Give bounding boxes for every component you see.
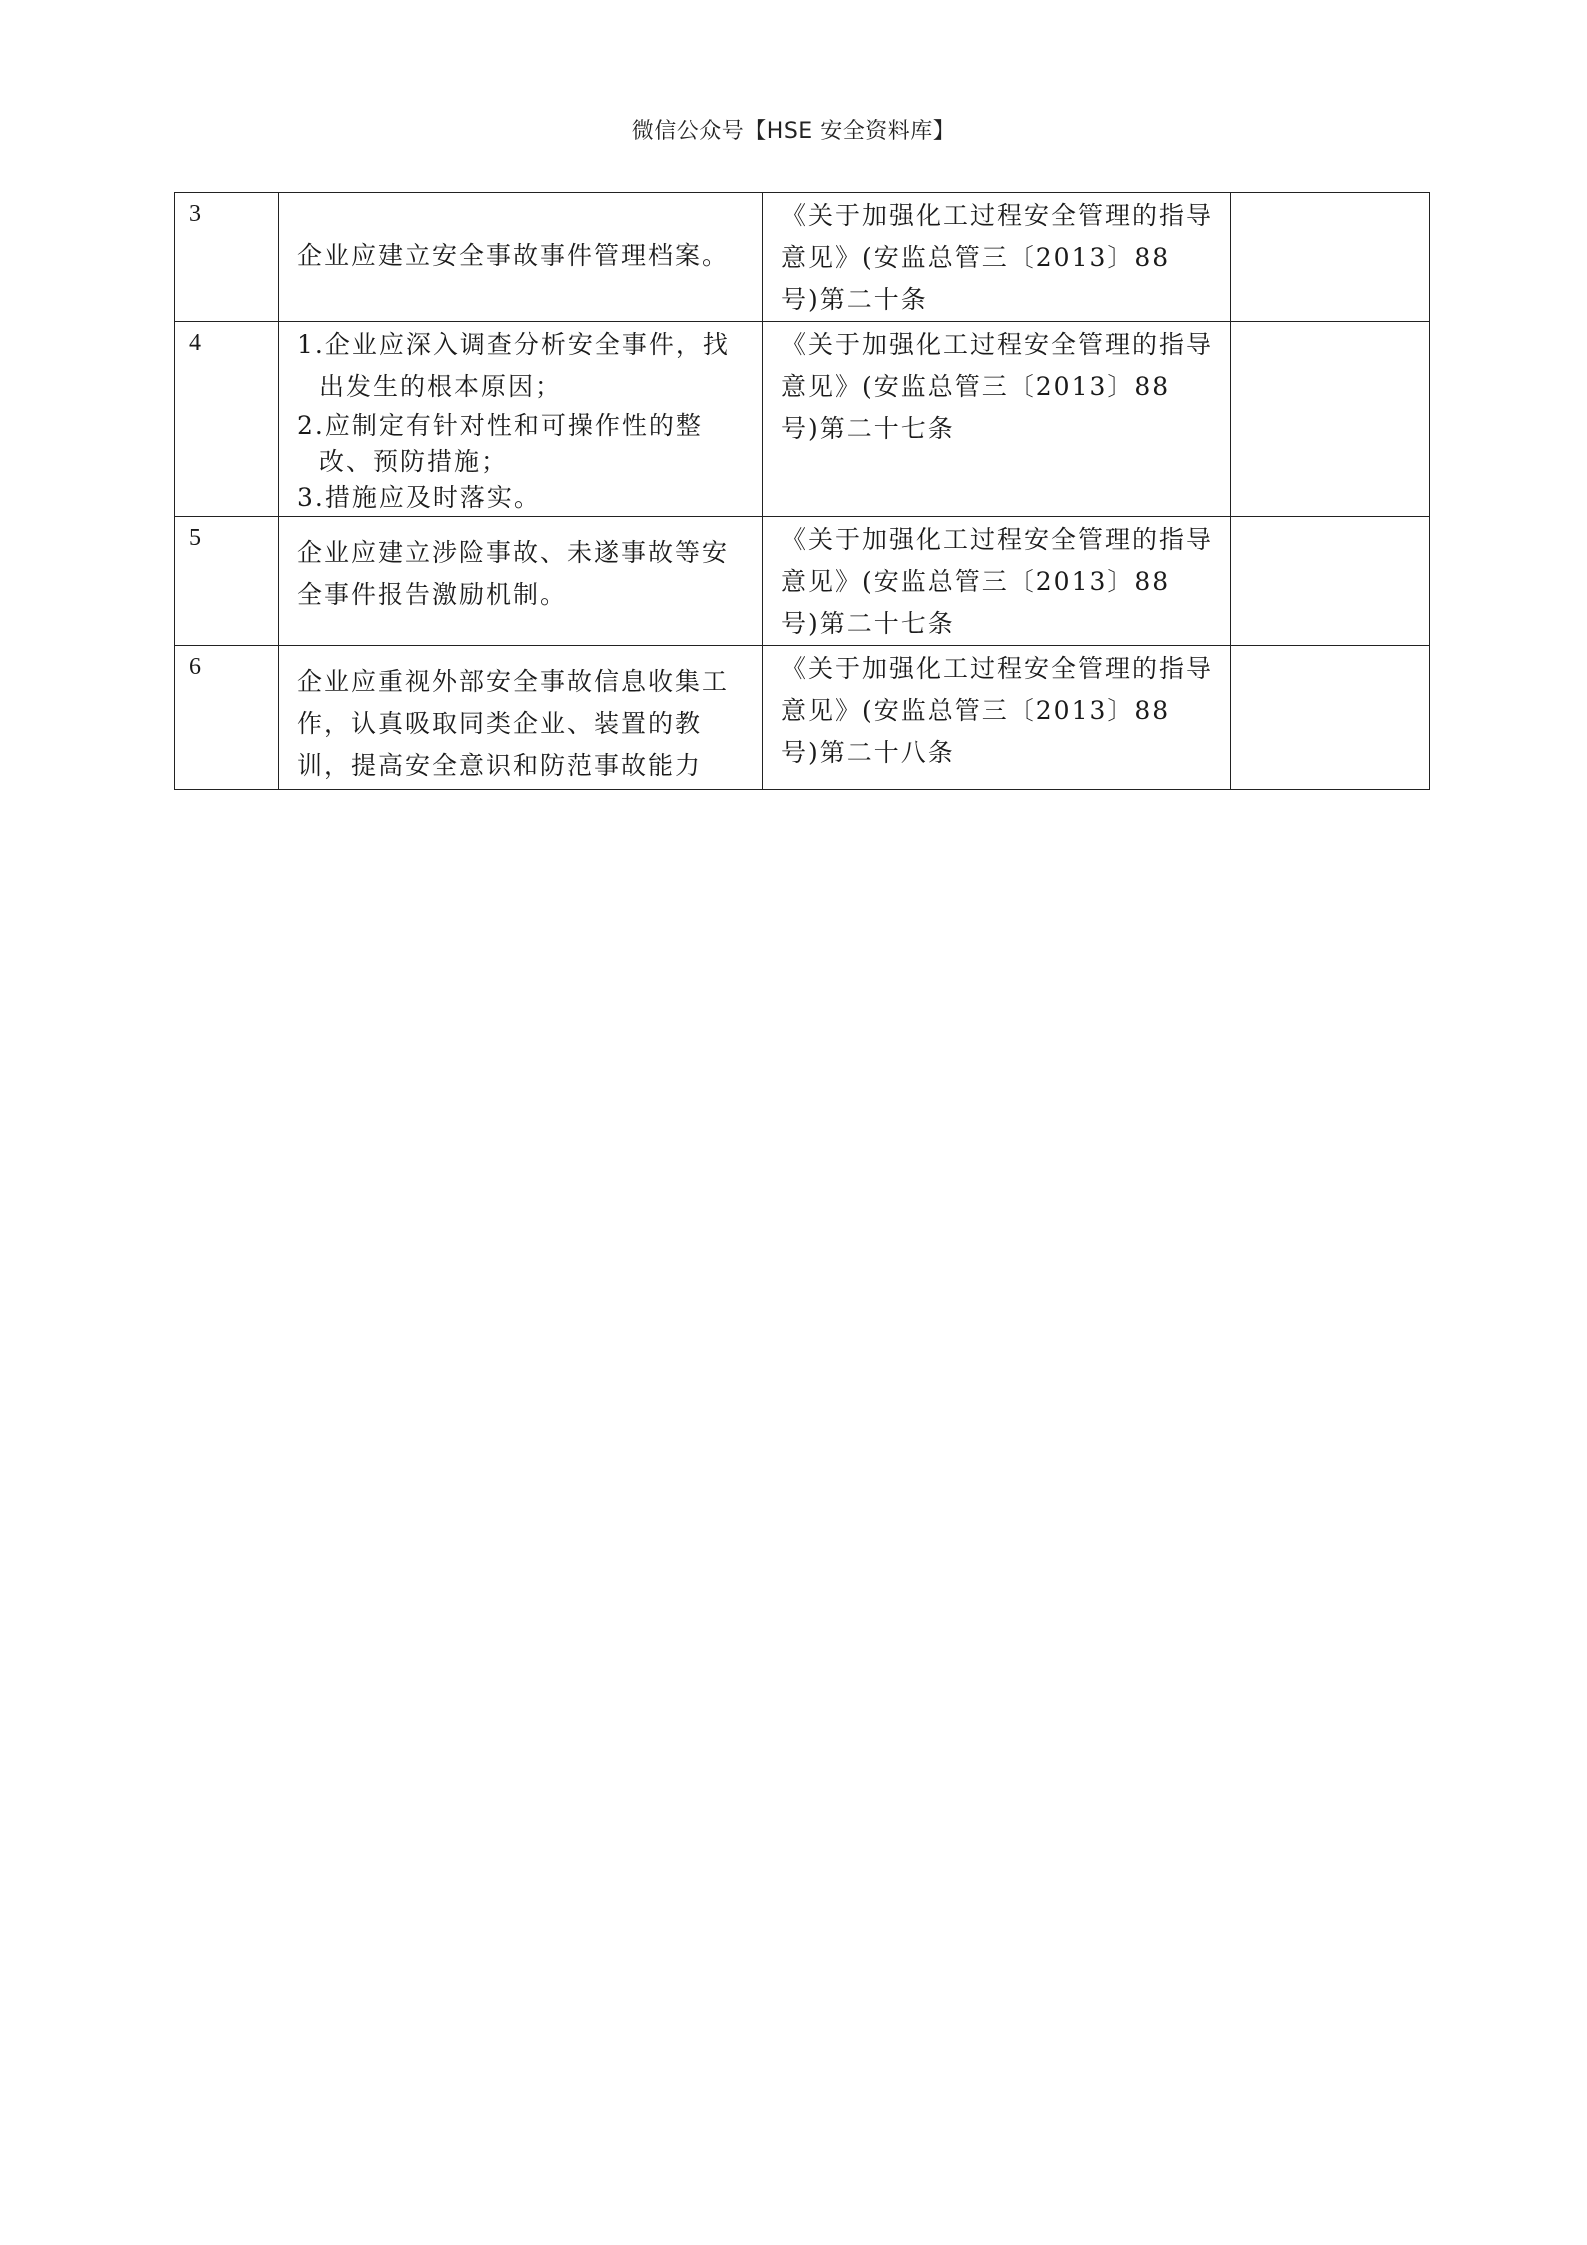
- requirement-item: 2.应制定有针对性和可操作性的整改、预防措施；: [297, 411, 703, 476]
- table-row: [175, 646, 1430, 790]
- requirement-text: 企业应建立安全事故事件管理档案。: [297, 241, 730, 270]
- basis-cell: [763, 322, 1231, 517]
- requirement-cell: [279, 322, 763, 517]
- row-number-cell: [175, 517, 279, 646]
- requirement-list: [297, 322, 748, 516]
- basis-cell: [763, 517, 1231, 646]
- table-row: [175, 322, 1430, 517]
- requirement-cell: [279, 193, 763, 322]
- requirement-text: 企业应建立涉险事故、未遂事故等安全事件报告激励机制。: [297, 538, 730, 609]
- row-number-cell: [175, 193, 279, 322]
- requirement-text: 企业应重视外部安全事故信息收集工作，认真吸取同类企业、装置的教训，提高安全意识和防范事故能力: [297, 667, 730, 780]
- remark-cell: [1231, 322, 1430, 517]
- row-number: 3: [189, 201, 201, 227]
- remark-cell: [1231, 517, 1430, 646]
- basis-text: 《关于加强化工过程安全管理的指导意见》(安监总管三〔2013〕88 号)第二十七条: [781, 525, 1214, 638]
- requirement-cell: [279, 517, 763, 646]
- row-number: 4: [189, 330, 201, 356]
- requirement-item: 3.措施应及时落实。: [297, 483, 541, 512]
- table-row: [175, 193, 1430, 322]
- remark-cell: [1231, 193, 1430, 322]
- requirements-table: [174, 192, 1430, 790]
- page-header: 微信公众号【HSE 安全资料库】: [631, 119, 956, 144]
- remark-cell: [1231, 646, 1430, 790]
- basis-cell: [763, 193, 1231, 322]
- basis-text: 《关于加强化工过程安全管理的指导意见》(安监总管三〔2013〕88 号)第二十条: [781, 201, 1214, 314]
- row-number-cell: [175, 322, 279, 517]
- table-row: [175, 517, 1430, 646]
- requirement-item: 1.企业应深入调查分析安全事件，找出发生的根本原因；: [297, 330, 730, 401]
- row-number: 6: [189, 654, 201, 680]
- row-number: 5: [189, 525, 201, 551]
- row-number-cell: [175, 646, 279, 790]
- basis-cell: [763, 646, 1231, 790]
- requirement-cell: [279, 646, 763, 790]
- basis-text: 《关于加强化工过程安全管理的指导意见》(安监总管三〔2013〕88 号)第二十八条: [781, 654, 1214, 767]
- basis-text: 《关于加强化工过程安全管理的指导意见》(安监总管三〔2013〕88 号)第二十七条: [781, 330, 1214, 443]
